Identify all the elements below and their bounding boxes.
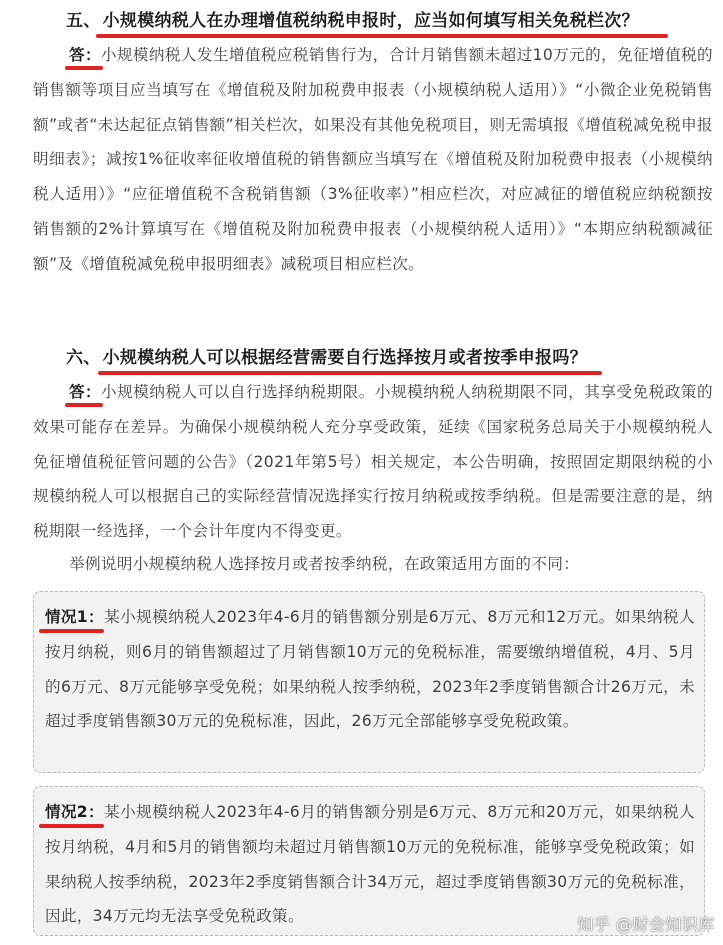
case-1-label: 情况1： — [45, 600, 104, 635]
section-5-heading — [66, 8, 639, 34]
case-2-text: 某小规模纳税人2023年4-6月的销售额分别是6万元、8万元和20万元，如果纳税人按月纳税，4月和5月的销售额均未超过月销售额10万元的免税标准，能够享受免税政策；如果纳税人按季纳税，2023年2季度销售额合计34万元，超过季度销售额30万元的免税标准，因此，34万元均无法享受免税政策。 — [45, 803, 695, 926]
case-1-box — [33, 591, 705, 773]
case-1-text: 某小规模纳税人2023年4-6月的销售额分别是6万元、8万元和12万元。如果纳税人按月纳税，则6月的销售额超过了月销售额10万元的免税标准，需要缴纳增值税，4月、5月的6万元、8万元能够享受免税；如果纳税人按季纳税，2023年2季度销售额合计26万元，未超过季度销售额30万元的免税标准，因此，26万元全部能够享受免税政策。 — [45, 608, 695, 731]
section-6-number: 六、 — [66, 348, 101, 368]
case-1-text-block — [45, 600, 695, 739]
zhihu-watermark: 知乎 @财会知识库 — [577, 915, 715, 934]
section-5-answer-text: 小规模纳税人发生增值税应税销售行为，合计月销售额未超过10万元的，免征增值税的销售额等项目应当填写在《增值税及附加税费申报表（小规模纳税人适用）》“小微企业免税销售额”或者“未达起征点销售额”相关栏次，如果没有其他免税项目，则无需填报《增值税减免税申报明细表》；减按1%征收率征收增值税的销售额应当填写在《增值税及附加税费申报表（小规模纳税人适用）》“应征增值税不含税销售额（3%征收率）”相应栏次，对应减征的增值税应纳税额按销售额的2%计算填写在《增值税及附加税费申报表（小规模纳税人适用）》“本期应纳税额减征额”及《增值税减免税申报明细表》减税项目相应栏次。 — [33, 46, 713, 273]
section-5-answer — [33, 38, 713, 282]
section-5-title: 小规模纳税人在办理增值税纳税申报时，应当如何填写相关免税栏次？ — [102, 11, 639, 31]
section-6-answer-label: 答： — [69, 375, 101, 410]
section-5-number: 五、 — [66, 11, 101, 31]
example-intro — [33, 547, 713, 582]
section-5-answer-label: 答： — [69, 38, 101, 73]
section-6-heading — [66, 345, 587, 371]
section-6-title: 小规模纳税人可以根据经营需要自行选择按月或者按季申报吗？ — [102, 348, 588, 368]
section-6-answer-text: 小规模纳税人可以自行选择纳税期限。小规模纳税人纳税期限不同，其享受免税政策的效果可能存在差异。为确保小规模纳税人充分享受政策，延续《国家税务总局关于小规模纳税人免征增值税征管问题的公告》（2021年第5号）相关规定，本公告明确，按照固定期限纳税的小规模纳税人可以根据自己的实际经营情况选择实行按月纳税或按季纳税。但是需要注意的是，纳税期限一经选择，一个会计年度内不得变更。 — [33, 383, 713, 541]
case-2-label: 情况2： — [45, 795, 104, 830]
section-6-answer — [33, 375, 713, 549]
example-intro-text: 举例说明小规模纳税人选择按月或者按季纳税，在政策适用方面的不同： — [69, 555, 580, 573]
